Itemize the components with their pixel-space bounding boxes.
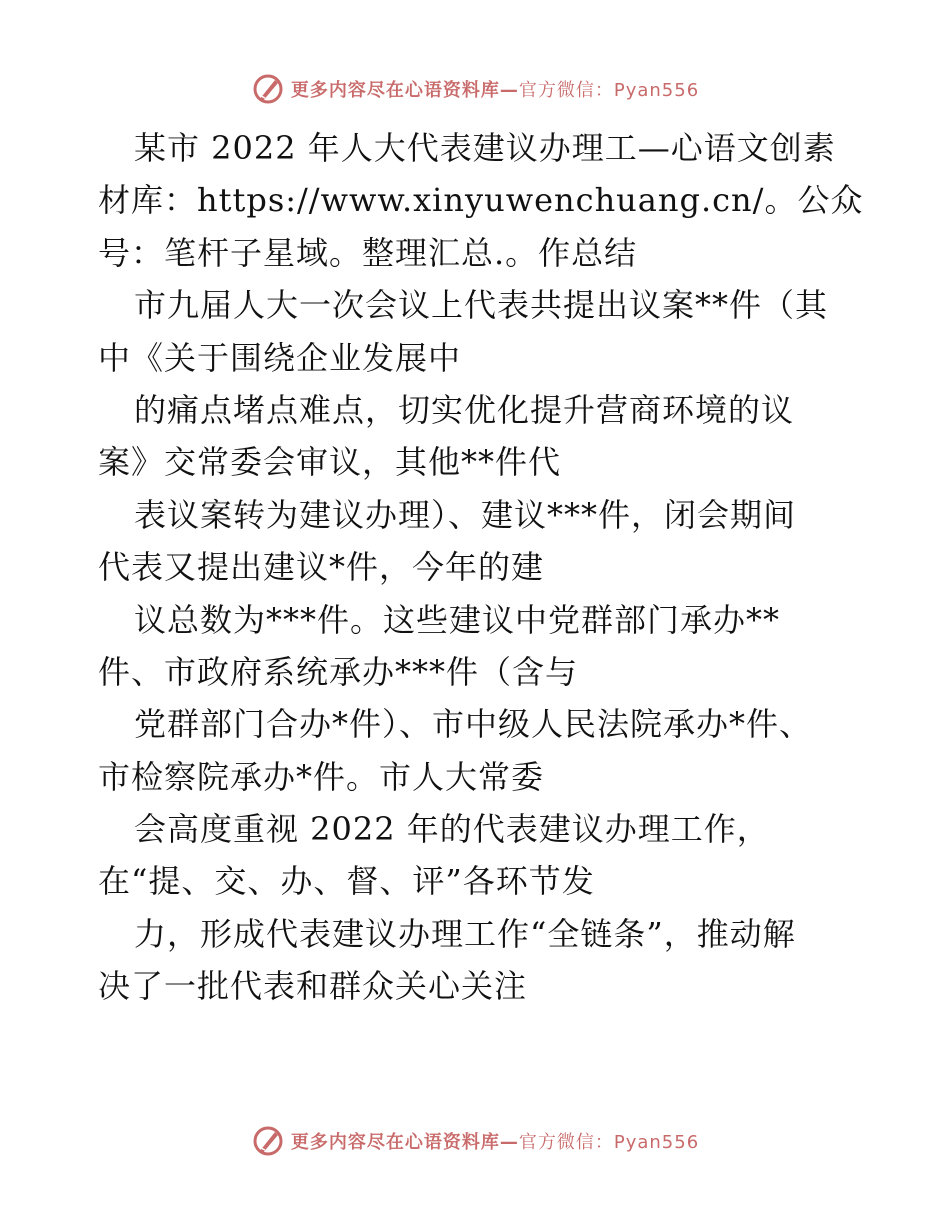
text-line: 件、市政府系统承办***件（含与 xyxy=(98,652,579,691)
text-line: 议总数为***件。这些建议中党群部门承办** xyxy=(134,600,781,639)
text-line: 在“提、交、办、督、评”各环节发 xyxy=(98,862,595,901)
text-line: 代表又提出建议*件，今年的建 xyxy=(98,548,545,587)
text-line: 市检察院承办*件。市人大常委 xyxy=(98,757,545,796)
header-watermark xyxy=(0,72,950,106)
text-line: 决了一批代表和群众关心关注 xyxy=(98,967,528,1006)
watermark-lead: 更多内容尽在心语资料库— xyxy=(290,80,519,101)
text-line: 党群部门合办*件）、市中级人民法院承办*件、 xyxy=(134,705,813,744)
text-line: 案》交常委会审议，其他**件代 xyxy=(98,443,562,482)
text-line: 某市 2022 年人大代表建议办理工—心语文创素 xyxy=(134,129,836,167)
footer-watermark xyxy=(0,1124,950,1158)
text-line: 表议案转为建议办理）、建议***件，闭会期间 xyxy=(134,495,797,534)
text-line: 力，形成代表建议办理工作“全链条”，推动解 xyxy=(134,914,796,953)
quill-logo-icon xyxy=(251,72,285,106)
text-line: 号：笔杆子星域。整理汇总.。作总结 xyxy=(98,233,638,272)
watermark-tail: 官方微信：Pyan556 xyxy=(518,80,700,101)
watermark-lead: 更多内容尽在心语资料库— xyxy=(290,1132,519,1153)
text-line: 材库：https://www.xinyuwenchuang.cn/。公众 xyxy=(98,181,864,220)
text-line: 市九届人大一次会议上代表共提出议案**件（其 xyxy=(134,286,829,325)
quill-logo-icon xyxy=(251,1124,285,1158)
watermark-tail: 官方微信：Pyan556 xyxy=(518,1132,700,1153)
text-line: 中《关于围绕企业发展中 xyxy=(98,338,462,377)
text-line: 会高度重视 2022 年的代表建议办理工作， xyxy=(134,810,770,849)
text-line: 的痛点堵点难点，切实优化提升营商环境的议 xyxy=(134,390,795,429)
body-text xyxy=(98,122,868,1013)
